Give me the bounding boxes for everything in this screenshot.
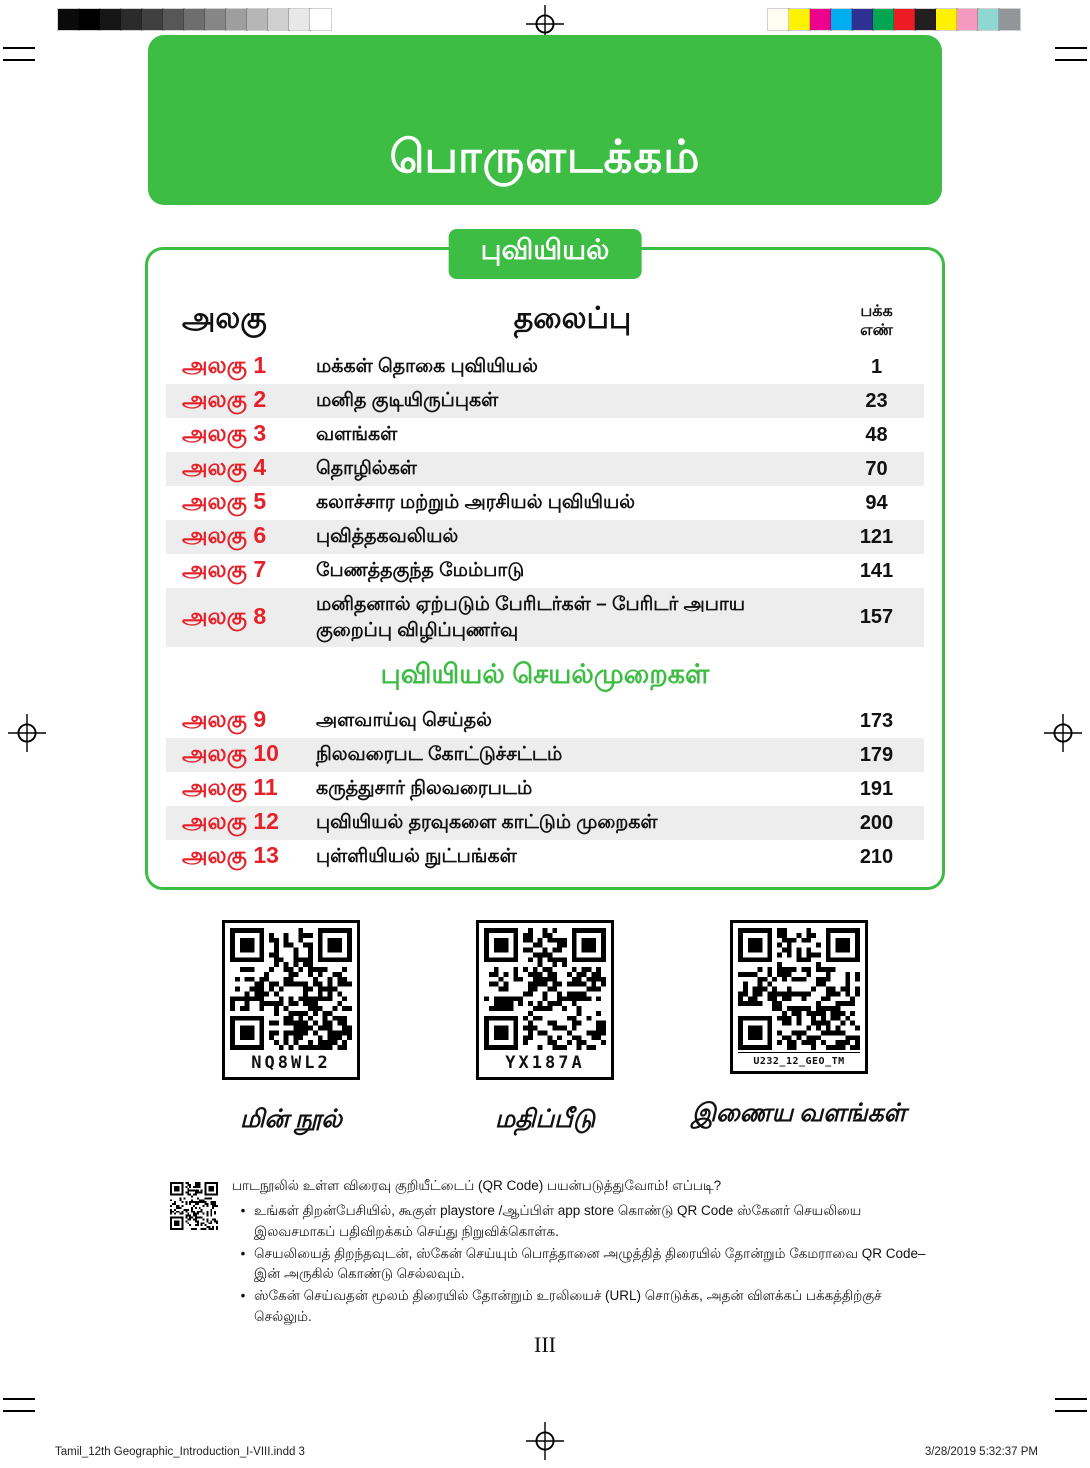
row-title: அளவாய்வு செய்தல் bbox=[316, 710, 492, 732]
table-row bbox=[166, 418, 924, 452]
color-swatch bbox=[978, 9, 999, 30]
instructions-text bbox=[232, 1176, 938, 1329]
row-title: மக்கள் தொகை புவியியல் bbox=[316, 356, 538, 378]
contents-box bbox=[145, 247, 945, 890]
row-page: 191 bbox=[859, 777, 894, 800]
unit-label: அலகு 11 bbox=[182, 774, 278, 801]
color-swatch bbox=[852, 9, 873, 30]
unit-label: அலகு 6 bbox=[182, 522, 267, 548]
color-swatch bbox=[810, 9, 831, 30]
section-header: புவியியல் செயல்முறைகள் bbox=[380, 659, 710, 690]
qr-label: மின் நூல் bbox=[239, 1106, 343, 1133]
color-swatch bbox=[205, 9, 226, 30]
row-title: புள்ளியியல் நுட்பங்கள் bbox=[316, 846, 517, 868]
crop-mark bbox=[1055, 1398, 1087, 1400]
table-row bbox=[166, 452, 924, 486]
qr-instructions bbox=[170, 1176, 938, 1329]
table-row bbox=[166, 772, 924, 806]
row-title: நிலவரைபட கோட்டுச்சட்டம் bbox=[316, 744, 563, 766]
qr-code-id: NQ8WL2 bbox=[251, 1053, 331, 1073]
column-header-unit: அலகு bbox=[182, 302, 267, 335]
qr-code-id: U232_12_GEO_TM bbox=[738, 1052, 860, 1069]
color-swatch bbox=[873, 9, 894, 30]
unit-label: அலகு 10 bbox=[182, 740, 279, 767]
slug-filename: Tamil_12th Geographic_Introduction_I-VIII.indd 3 bbox=[55, 1446, 305, 1458]
qr-unit-web-resources bbox=[672, 920, 926, 1137]
qr-code-id: YX187A bbox=[505, 1053, 585, 1073]
color-swatch bbox=[163, 9, 184, 30]
qr-code-icon bbox=[230, 928, 352, 1050]
unit-label: அலகு 13 bbox=[182, 842, 279, 869]
color-swatch bbox=[915, 9, 936, 30]
color-swatch bbox=[310, 9, 331, 30]
row-page: 23 bbox=[865, 389, 888, 412]
table-header bbox=[166, 302, 924, 340]
color-swatch bbox=[226, 9, 247, 30]
unit-label: அலகு 4 bbox=[182, 454, 267, 480]
table-row bbox=[166, 554, 924, 588]
table-row bbox=[166, 738, 924, 772]
table-row bbox=[166, 520, 924, 554]
color-calibration-bar bbox=[768, 9, 1020, 30]
color-swatch bbox=[247, 9, 268, 30]
instruction-item: • உங்கள் திறன்பேசியில், கூகுள் playstore /ஆப்பிள் app store கொண்டு QR Code ஸ்கேனர் செயலியை இலவசமாகப் பதிவிறக்கம் செய்து நிறுவிக்கொள்க. bbox=[232, 1201, 938, 1242]
crop-mark bbox=[3, 59, 35, 61]
qr-label: மதிப்பீடு bbox=[494, 1106, 596, 1133]
registration-mark-icon bbox=[8, 714, 46, 752]
row-page: 210 bbox=[859, 845, 894, 868]
color-swatch bbox=[268, 9, 289, 30]
color-swatch bbox=[957, 9, 978, 30]
color-swatch bbox=[100, 9, 121, 30]
instruction-item: • செயலியைத் திறந்தவுடன், ஸ்கேன் செய்யும் பொத்தானை அழுத்தித் திரையில் தோன்றும் கேமராவை QR Code–இன் அருகில் கொண்டு செல்லவும். bbox=[232, 1244, 938, 1285]
row-title: தொழில்கள் bbox=[316, 458, 417, 480]
unit-label: அலகு 9 bbox=[182, 706, 267, 733]
row-title: மனிதனால் ஏற்படும் பேரிடர்கள் – பேரிடர் அபாய குறைப்பு விழிப்புணர்வு bbox=[316, 594, 746, 641]
color-swatch bbox=[289, 9, 310, 30]
column-header-title: தலைப்பு bbox=[513, 302, 632, 335]
table-row bbox=[166, 840, 924, 874]
qr-code-icon bbox=[170, 1182, 218, 1230]
grayscale-calibration-bar bbox=[58, 9, 331, 30]
row-page: 1 bbox=[870, 355, 883, 378]
color-swatch bbox=[831, 9, 852, 30]
row-title: பேணத்தகுந்த மேம்பாடு bbox=[316, 560, 525, 582]
qr-code-section bbox=[0, 920, 1090, 1137]
instruction-item: • ஸ்கேன் செய்வதன் மூலம் திரையில் தோன்றும் உரலியைச் (URL) சொடுக்க, அதன் விளக்கப் பக்கத்திற்குச் செல்லும். bbox=[232, 1286, 938, 1327]
row-page: 48 bbox=[865, 423, 888, 446]
folio-page-number: III bbox=[534, 1332, 556, 1357]
unit-label: அலகு 12 bbox=[182, 808, 279, 835]
crop-mark bbox=[3, 47, 35, 49]
crop-mark bbox=[3, 1398, 35, 1400]
registration-mark-icon bbox=[526, 1422, 564, 1460]
row-page: 121 bbox=[859, 525, 894, 548]
qr-label: இணைய வளங்கள் bbox=[691, 1100, 907, 1127]
row-title: புவியியல் தரவுகளை காட்டும் முறைகள் bbox=[316, 812, 658, 834]
crop-mark bbox=[1055, 59, 1087, 61]
row-page: 179 bbox=[859, 743, 894, 766]
color-swatch bbox=[789, 9, 810, 30]
unit-label: அலகு 7 bbox=[182, 556, 267, 582]
unit-label: அலகு 3 bbox=[182, 420, 267, 446]
color-swatch bbox=[121, 9, 142, 30]
row-page: 200 bbox=[859, 811, 894, 834]
row-page: 141 bbox=[859, 559, 894, 582]
row-title: மனித குடியிருப்புகள் bbox=[316, 390, 499, 412]
table-row bbox=[166, 588, 924, 647]
unit-label: அலகு 5 bbox=[182, 488, 267, 514]
unit-label: அலகு 1 bbox=[182, 352, 267, 378]
registration-mark-icon bbox=[1044, 714, 1082, 752]
slug-timestamp: 3/28/2019 5:32:37 PM bbox=[924, 1446, 1038, 1458]
qr-unit-ebook bbox=[164, 920, 418, 1137]
color-swatch bbox=[58, 9, 79, 30]
color-swatch bbox=[768, 9, 789, 30]
subject-badge: புவியியல் bbox=[449, 229, 642, 279]
crop-mark bbox=[1055, 47, 1087, 49]
title-banner bbox=[148, 35, 942, 205]
qr-unit-assessment bbox=[418, 920, 672, 1137]
row-title: கருத்துசார் நிலவரைபடம் bbox=[316, 778, 533, 800]
color-swatch bbox=[79, 9, 100, 30]
row-title: வளங்கள் bbox=[316, 424, 398, 446]
color-swatch bbox=[936, 9, 957, 30]
crop-mark bbox=[3, 1410, 35, 1412]
color-swatch bbox=[184, 9, 205, 30]
qr-frame bbox=[730, 920, 868, 1074]
row-title: கலாச்சார மற்றும் அரசியல் புவியியல் bbox=[316, 492, 636, 514]
table-row bbox=[166, 704, 924, 738]
crop-mark bbox=[1055, 1410, 1087, 1412]
row-page: 94 bbox=[865, 491, 888, 514]
table-row bbox=[166, 350, 924, 384]
table-row bbox=[166, 806, 924, 840]
row-page: 173 bbox=[859, 709, 894, 732]
unit-label: அலகு 2 bbox=[182, 386, 267, 412]
table-row bbox=[166, 486, 924, 520]
color-swatch bbox=[894, 9, 915, 30]
color-swatch bbox=[999, 9, 1020, 30]
qr-code-icon bbox=[738, 928, 860, 1050]
qr-frame bbox=[476, 920, 614, 1080]
row-title: புவித்தகவலியல் bbox=[316, 526, 459, 548]
row-page: 70 bbox=[865, 457, 888, 480]
page-title: பொருளடக்கம் bbox=[389, 131, 701, 182]
column-header-page: பக்க எண் bbox=[860, 303, 893, 339]
qr-code-icon bbox=[484, 928, 606, 1050]
qr-frame bbox=[222, 920, 360, 1080]
instructions-title: பாடநூலில் உள்ள விரைவு குறியீட்டைப் (QR Code) பயன்படுத்துவோம்! எப்படி? bbox=[232, 1178, 722, 1193]
row-page: 157 bbox=[859, 606, 894, 629]
unit-label: அலகு 8 bbox=[182, 602, 267, 629]
table-row bbox=[166, 384, 924, 418]
color-swatch bbox=[142, 9, 163, 30]
